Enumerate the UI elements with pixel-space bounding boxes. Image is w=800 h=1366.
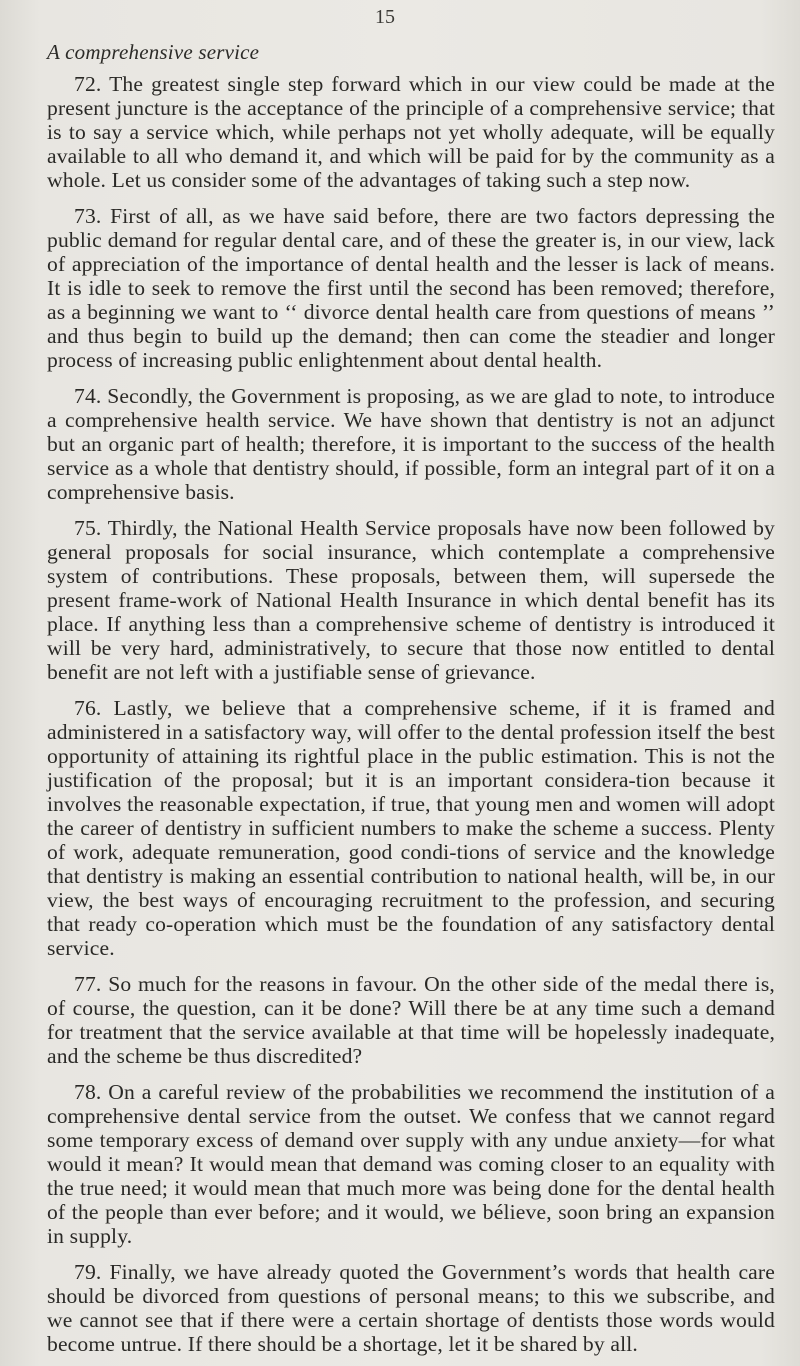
paragraph-78: 78. On a careful review of the probabilities we recommend the institution of a comprehensive dental service from the outset. We confess that we cannot regard some temporary excess of demand over supply with any undue anxiety—for what would it mean? It would mean that demand was coming closer to an equality with the true need; it would mean that much more was being done for the dental health of the people than ever before; and it would, we bélieve, soon bring an expansion in supply. [47, 1080, 775, 1248]
paragraph-73: 73. First of all, as we have said before, there are two factors depressing the public demand for regular dental care, and of these the greater is, in our view, lack of appreciation of the importance of dental health and the lesser is lack of means. It is idle to seek to remove the first until the second has been removed; therefore, as a beginning we want to ‘‘ divorce dental health care from questions of means ’’ and thus begin to build up the demand; then can come the steadier and longer process of increasing public enlightenment about dental health. [47, 204, 775, 372]
paragraph-79: 79. Finally, we have already quoted the Government’s words that health care should be divorced from questions of personal means; to this we subscribe, and we cannot see that if there were a certain shortage of dentists those words would become untrue. If there should be a shortage, let it be shared by all. [47, 1260, 775, 1356]
paragraph-77: 77. So much for the reasons in favour. On the other side of the medal there is, of course, the question, can it be done? Will there be at any time such a demand for treatment that the service available at that time will be hopelessly inadequate, and the scheme be thus discredited? [47, 972, 775, 1068]
paragraph-76: 76. Lastly, we believe that a comprehensive scheme, if it is framed and administered in a satisfactory way, will offer to the dental profession itself the best opportunity of attaining its rightful place in the public estimation. This is not the justification of the proposal; but it is an important considera-tion because it involves the reasonable expectation, if true, that young men and women will adopt the career of dentistry in sufficient numbers to make the scheme a success. Plenty of work, adequate remuneration, good condi-tions of service and the knowledge that dentistry is making an essential contribution to national health, will be, in our view, the best ways of encouraging recruitment to the profession, and securing that ready co-operation which must be the foundation of any satisfactory dental service. [47, 696, 775, 960]
section-heading: A comprehensive service [47, 40, 260, 64]
page-number: 15 [375, 6, 395, 28]
body-text [47, 70, 775, 1356]
paragraph-74: 74. Secondly, the Government is proposing, as we are glad to note, to introduce a comprehensive health service. We have shown that dentistry is not an adjunct but an organic part of health; therefore, it is important to the success of the health service as a whole that dentistry should, if possible, form an integral part of it on a comprehensive basis. [47, 384, 775, 504]
paragraph-72: 72. The greatest single step forward which in our view could be made at the present juncture is the acceptance of the principle of a comprehensive service; that is to say a service which, while perhaps not yet wholly adequate, will be equally available to all who demand it, and which will be paid for by the community as a whole. Let us consider some of the advantages of taking such a step now. [47, 72, 775, 192]
paragraph-75: 75. Thirdly, the National Health Service proposals have now been followed by general proposals for social insurance, which contemplate a comprehensive system of contributions. These proposals, between them, will supersede the present frame-work of National Health Insurance in which dental benefit has its place. If anything less than a comprehensive scheme of dentistry is introduced it will be very hard, administratively, to secure that those now entitled to dental benefit are not left with a justifiable sense of grievance. [47, 516, 775, 684]
